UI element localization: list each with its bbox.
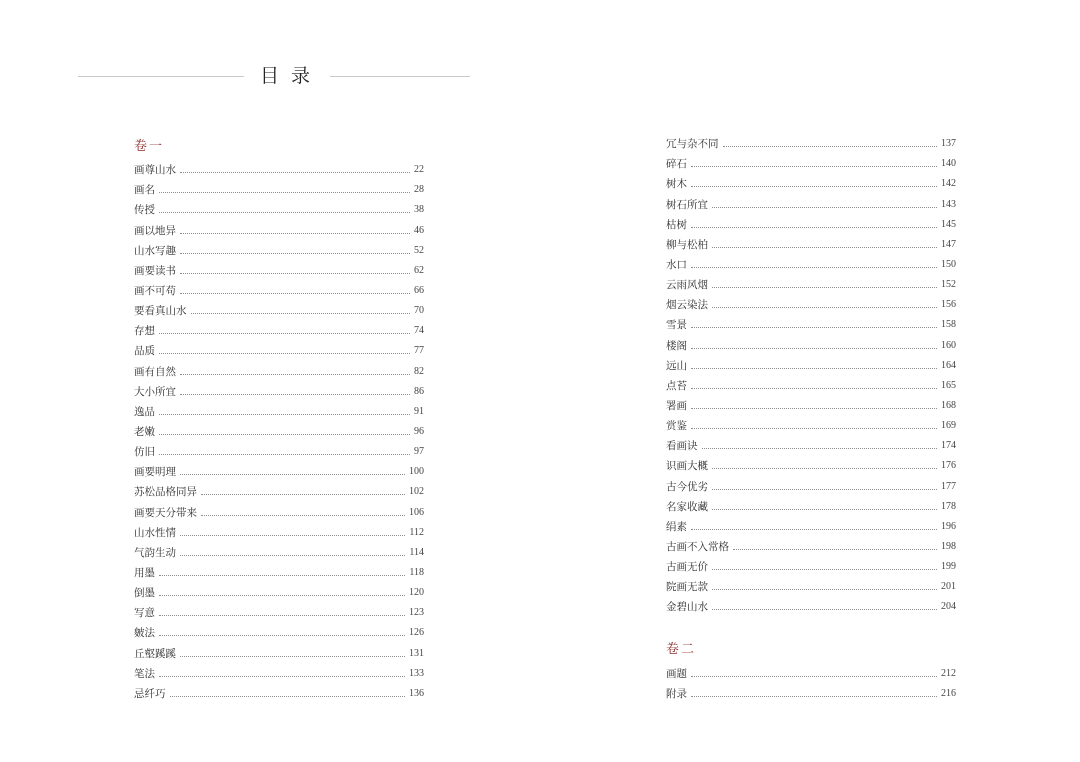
entry-title: 院画无款 [666, 581, 708, 594]
entry-page-number: 158 [941, 319, 956, 331]
entry-page-number: 106 [409, 506, 424, 518]
entry-title: 附录 [666, 687, 687, 700]
entry-page-number: 62 [414, 264, 424, 276]
toc-entry[interactable] [666, 232, 956, 252]
dot-leader [691, 166, 937, 167]
header-rule-left [78, 76, 244, 77]
toc-entry[interactable] [134, 318, 424, 338]
entry-title: 雪景 [666, 319, 687, 332]
entry-title: 存想 [134, 325, 155, 338]
dot-leader [723, 146, 938, 147]
entry-page-number: 216 [941, 687, 956, 699]
dot-leader [159, 454, 410, 455]
toc-entry[interactable] [666, 660, 956, 680]
dot-leader [712, 509, 937, 510]
entry-title: 画题 [666, 667, 687, 680]
toc-entry[interactable] [134, 358, 424, 378]
entry-page-number: 160 [941, 339, 956, 351]
dot-leader [180, 233, 410, 234]
entry-page-number: 112 [409, 526, 424, 538]
dot-leader [159, 635, 405, 636]
entry-title: 烟云染法 [666, 299, 708, 312]
toc-entry[interactable] [134, 439, 424, 459]
toc-entry[interactable] [666, 554, 956, 574]
entry-title: 树木 [666, 178, 687, 191]
entry-page-number: 156 [941, 299, 956, 311]
dot-leader [691, 408, 937, 409]
toc-entry[interactable] [134, 379, 424, 399]
toc-entry[interactable] [134, 620, 424, 640]
toc-entry[interactable] [134, 157, 424, 177]
entry-title: 画尊山水 [134, 164, 176, 177]
entry-page-number: 66 [414, 284, 424, 296]
entry-page-number: 102 [409, 486, 424, 498]
dot-leader [201, 515, 405, 516]
entry-title: 忌纤巧 [134, 687, 166, 700]
dot-leader [159, 212, 410, 213]
toc-entry[interactable] [666, 212, 956, 232]
toc-entry[interactable] [666, 514, 956, 534]
toc-entry[interactable] [666, 332, 956, 352]
toc-entry[interactable] [666, 681, 956, 701]
toc-entry[interactable] [134, 177, 424, 197]
entry-title: 金碧山水 [666, 601, 708, 614]
entry-page-number: 97 [414, 446, 424, 458]
toc-entry[interactable] [666, 373, 956, 393]
toc-entry[interactable] [666, 413, 956, 433]
dot-leader [712, 569, 937, 570]
entry-title: 画要天分带来 [134, 506, 197, 519]
entry-title: 老嫩 [134, 425, 155, 438]
toc-entry[interactable] [134, 600, 424, 620]
dot-leader [712, 247, 937, 248]
entry-page-number: 145 [941, 218, 956, 230]
toc-entry[interactable] [134, 580, 424, 600]
toc-entry[interactable] [134, 298, 424, 318]
entry-page-number: 178 [941, 500, 956, 512]
dot-leader [691, 267, 937, 268]
entry-title: 绢素 [666, 520, 687, 533]
dot-leader [159, 676, 405, 677]
toc-entry[interactable] [134, 520, 424, 540]
toc-entry[interactable] [134, 499, 424, 519]
entry-title: 画不可苟 [134, 284, 176, 297]
entry-page-number: 120 [409, 587, 424, 599]
toc-column-right [666, 131, 956, 701]
entry-page-number: 118 [409, 566, 424, 578]
dot-leader [191, 313, 411, 314]
toc-entry[interactable] [666, 594, 956, 614]
dot-leader [691, 327, 937, 328]
toc-entry[interactable] [666, 473, 956, 493]
toc-list-right [666, 131, 956, 614]
entry-page-number: 165 [941, 379, 956, 391]
entry-page-number: 70 [414, 305, 424, 317]
toc-entry[interactable] [134, 399, 424, 419]
dot-leader [712, 207, 937, 208]
entry-page-number: 100 [409, 466, 424, 478]
entry-page-number: 198 [941, 540, 956, 552]
dot-leader [180, 394, 410, 395]
entry-title: 画有自然 [134, 365, 176, 378]
entry-title: 气韵生动 [134, 546, 176, 559]
entry-title: 用墨 [134, 566, 155, 579]
entry-page-number: 133 [409, 667, 424, 679]
dot-leader [180, 253, 410, 254]
entry-page-number: 28 [414, 184, 424, 196]
toc-entry[interactable] [134, 419, 424, 439]
entry-title: 赏鉴 [666, 420, 687, 433]
entry-page-number: 168 [941, 399, 956, 411]
dot-leader [712, 589, 937, 590]
toc-entry[interactable] [134, 640, 424, 660]
entry-page-number: 169 [941, 420, 956, 432]
entry-title: 画要明理 [134, 466, 176, 479]
toc-entry[interactable] [666, 494, 956, 514]
entry-title: 远山 [666, 359, 687, 372]
toc-entry[interactable] [666, 171, 956, 191]
entry-page-number: 201 [941, 581, 956, 593]
dot-leader [180, 374, 410, 375]
toc-list-right-volume2 [666, 660, 956, 700]
toc-header [78, 62, 470, 90]
entry-page-number: 91 [414, 405, 424, 417]
toc-entry[interactable] [134, 459, 424, 479]
entry-page-number: 142 [941, 178, 956, 190]
entry-title: 识画大概 [666, 460, 708, 473]
entry-title: 传授 [134, 204, 155, 217]
entry-title: 名家收藏 [666, 500, 708, 513]
entry-title: 逸品 [134, 405, 155, 418]
toc-list-left [134, 157, 424, 701]
dot-leader [691, 227, 937, 228]
entry-title: 苏松品格同异 [134, 486, 197, 499]
entry-page-number: 77 [414, 345, 424, 357]
dot-leader [159, 575, 405, 576]
dot-leader [180, 656, 405, 657]
dot-leader [159, 414, 410, 415]
entry-page-number: 52 [414, 244, 424, 256]
entry-title: 古今优劣 [666, 480, 708, 493]
entry-title: 山水性情 [134, 526, 176, 539]
entry-title: 画要读书 [134, 264, 176, 277]
entry-page-number: 164 [941, 359, 956, 371]
dot-leader [159, 595, 405, 596]
toc-entry[interactable] [666, 574, 956, 594]
entry-page-number: 147 [941, 238, 956, 250]
dot-leader [712, 489, 937, 490]
entry-page-number: 143 [941, 198, 956, 210]
entry-page-number: 38 [414, 204, 424, 216]
entry-page-number: 196 [941, 520, 956, 532]
toc-entry[interactable] [666, 453, 956, 473]
entry-page-number: 114 [409, 546, 424, 558]
entry-title: 碎石 [666, 158, 687, 171]
toc-entry[interactable] [134, 238, 424, 258]
entry-page-number: 123 [409, 607, 424, 619]
entry-title: 山水写趣 [134, 244, 176, 257]
entry-title: 皴法 [134, 627, 155, 640]
entry-page-number: 137 [941, 138, 956, 150]
toc-entry[interactable] [134, 540, 424, 560]
volume-heading: 卷二 [666, 642, 697, 658]
toc-entry[interactable] [666, 272, 956, 292]
entry-title: 画以地异 [134, 224, 176, 237]
toc-entry[interactable] [666, 292, 956, 312]
entry-title: 柳与松柏 [666, 238, 708, 251]
toc-column-left [134, 137, 424, 701]
entry-title: 写意 [134, 607, 155, 620]
header-rule-right [330, 76, 470, 77]
dot-leader [712, 287, 937, 288]
entry-title: 署画 [666, 399, 687, 412]
dot-leader [712, 609, 937, 610]
entry-page-number: 82 [414, 365, 424, 377]
entry-page-number: 199 [941, 561, 956, 573]
entry-title: 要看真山水 [134, 305, 187, 318]
entry-page-number: 46 [414, 224, 424, 236]
entry-title: 丘壑蹊蹊 [134, 647, 176, 660]
entry-title: 枯树 [666, 218, 687, 231]
entry-page-number: 150 [941, 258, 956, 270]
dot-leader [712, 468, 937, 469]
entry-title: 看画诀 [666, 440, 698, 453]
toc-entry[interactable] [134, 278, 424, 298]
toc-entry[interactable] [134, 479, 424, 499]
dot-leader [702, 448, 938, 449]
entry-page-number: 22 [414, 164, 424, 176]
dot-leader [201, 494, 405, 495]
dot-leader [159, 333, 410, 334]
entry-page-number: 96 [414, 425, 424, 437]
dot-leader [691, 368, 937, 369]
entry-page-number: 152 [941, 279, 956, 291]
toc-entry[interactable] [666, 191, 956, 211]
toc-entry[interactable] [134, 258, 424, 278]
dot-leader [691, 529, 937, 530]
entry-title: 云雨风烟 [666, 279, 708, 292]
dot-leader [691, 186, 937, 187]
entry-title: 倒墨 [134, 587, 155, 600]
entry-title: 树石所宜 [666, 198, 708, 211]
dot-leader [159, 192, 410, 193]
dot-leader [691, 676, 937, 677]
entry-page-number: 177 [941, 480, 956, 492]
dot-leader [180, 474, 405, 475]
dot-leader [691, 696, 937, 697]
toc-entry[interactable] [134, 338, 424, 358]
entry-title: 大小所宜 [134, 385, 176, 398]
toc-entry[interactable] [134, 197, 424, 217]
entry-page-number: 212 [941, 667, 956, 679]
toc-entry[interactable] [666, 353, 956, 373]
entry-title: 古画不入常格 [666, 540, 729, 553]
entry-title: 画名 [134, 184, 155, 197]
toc-entry[interactable] [666, 433, 956, 453]
entry-title: 点苔 [666, 379, 687, 392]
dot-leader [180, 293, 410, 294]
toc-entry[interactable] [666, 131, 956, 151]
entry-page-number: 126 [409, 627, 424, 639]
dot-leader [159, 353, 410, 354]
dot-leader [180, 535, 405, 536]
entry-page-number: 136 [409, 687, 424, 699]
toc-entry[interactable] [666, 312, 956, 332]
dot-leader [691, 348, 937, 349]
entry-page-number: 140 [941, 158, 956, 170]
toc-entry[interactable] [666, 252, 956, 272]
dot-leader [180, 172, 410, 173]
volume-gap [666, 614, 956, 640]
entry-title: 冗与杂不同 [666, 138, 719, 151]
dot-leader [691, 428, 937, 429]
page-title: 目录 [260, 65, 323, 87]
dot-leader [180, 273, 410, 274]
dot-leader [159, 615, 405, 616]
volume-heading: 卷一 [134, 139, 165, 154]
dot-leader [712, 307, 937, 308]
dot-leader [180, 555, 405, 556]
toc-entry[interactable] [666, 393, 956, 413]
entry-title: 水口 [666, 258, 687, 271]
dot-leader [159, 434, 410, 435]
entry-page-number: 131 [409, 647, 424, 659]
entry-page-number: 174 [941, 440, 956, 452]
toc-entry[interactable] [666, 151, 956, 171]
toc-entry[interactable] [134, 217, 424, 237]
dot-leader [691, 388, 937, 389]
dot-leader [733, 549, 937, 550]
toc-entry[interactable] [666, 534, 956, 554]
entry-title: 仿旧 [134, 446, 155, 459]
toc-entry[interactable] [134, 681, 424, 701]
toc-entry[interactable] [134, 560, 424, 580]
dot-leader [170, 696, 406, 697]
entry-title: 楼阁 [666, 339, 687, 352]
entry-page-number: 74 [414, 325, 424, 337]
entry-title: 品质 [134, 345, 155, 358]
toc-entry[interactable] [134, 661, 424, 681]
entry-page-number: 86 [414, 385, 424, 397]
entry-title: 笔法 [134, 667, 155, 680]
entry-title: 古画无价 [666, 561, 708, 574]
entry-page-number: 204 [941, 601, 956, 613]
entry-page-number: 176 [941, 460, 956, 472]
